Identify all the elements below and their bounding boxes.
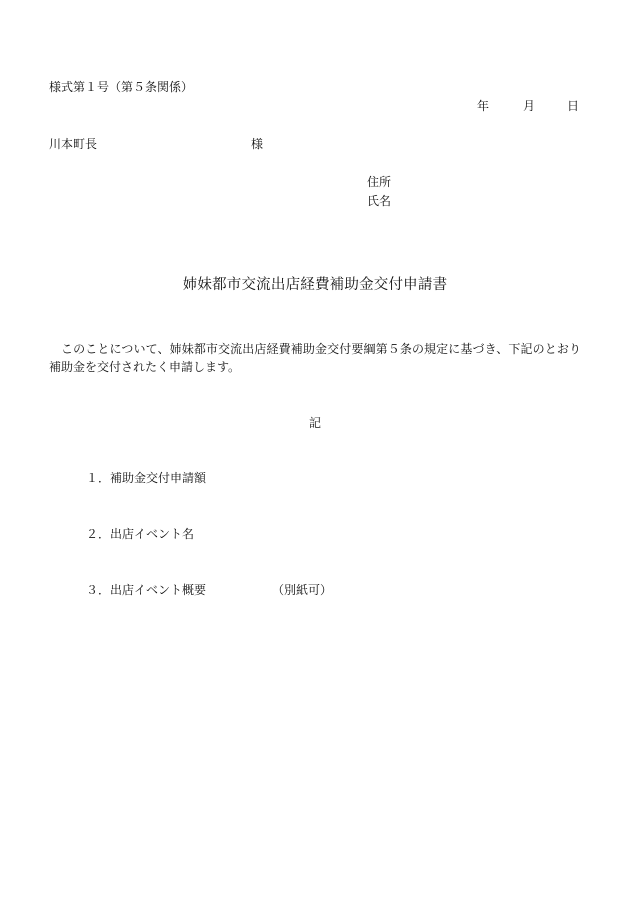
body-paragraph: このことについて、姉妹都市交流出店経費補助金交付要綱第５条の規定に基づき、下記のとおり補助金を交付されたく申請します。 bbox=[49, 342, 581, 374]
item-label: 出店イベント概要 bbox=[110, 583, 207, 597]
item-label: 出店イベント名 bbox=[110, 527, 195, 541]
address-label: 住所 bbox=[367, 175, 392, 189]
day-label: 日 bbox=[566, 99, 579, 113]
item-number: １． bbox=[86, 471, 111, 485]
month-label: 月 bbox=[522, 99, 535, 113]
list-item bbox=[86, 582, 206, 598]
list-item bbox=[86, 470, 206, 486]
ki-heading: 記 bbox=[308, 416, 321, 430]
item-3-note: （別紙可） bbox=[272, 583, 333, 597]
item-label: 補助金交付申請額 bbox=[110, 471, 207, 485]
form-number: 様式第１号（第５条関係） bbox=[49, 80, 194, 94]
recipient-honorific: 様 bbox=[251, 137, 264, 151]
document-title: 姉妹都市交流出店経費補助金交付申請書 bbox=[182, 277, 448, 293]
recipient-line bbox=[49, 136, 264, 152]
date-line bbox=[477, 98, 579, 114]
year-label: 年 bbox=[476, 99, 489, 113]
item-number: ３． bbox=[86, 583, 111, 597]
list-item bbox=[86, 526, 194, 542]
name-label: 氏名 bbox=[367, 194, 392, 208]
recipient-name: 川本町長 bbox=[49, 137, 98, 151]
item-number: ２． bbox=[86, 527, 111, 541]
